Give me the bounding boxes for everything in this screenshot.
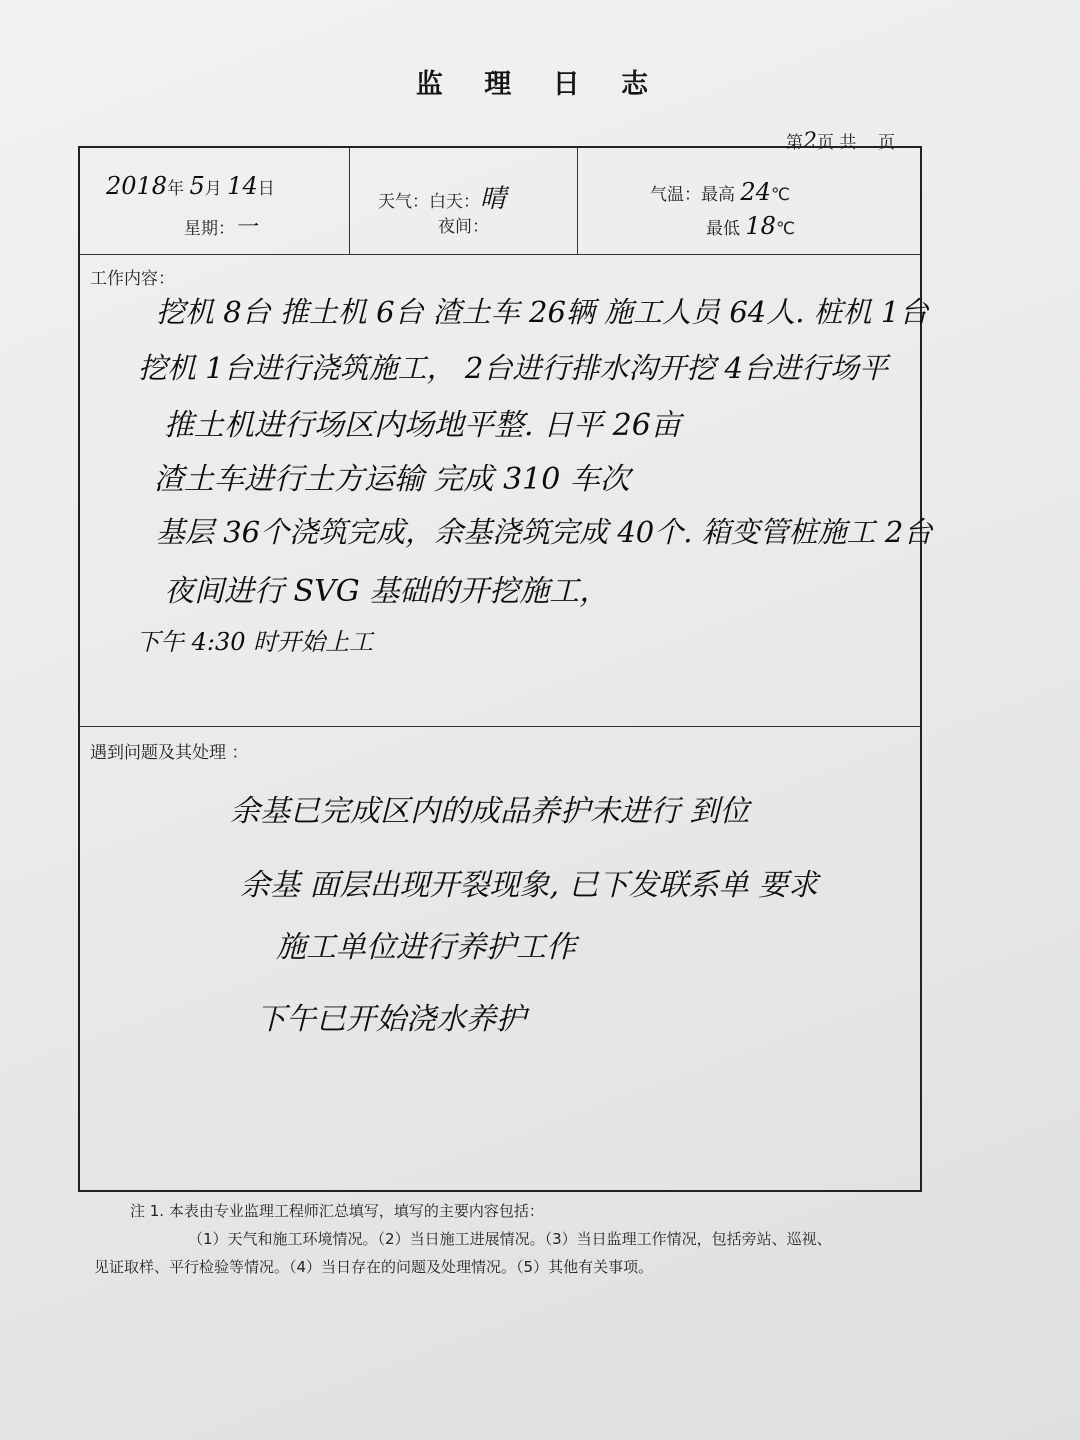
high-label: 最高 [701, 185, 735, 205]
work-line: 推土机进行场区内场地平整. 日平 26亩 [164, 408, 681, 443]
note-line-1: 注 1. 本表由专业监理工程师汇总填写，填写的主要内容包括： [130, 1202, 544, 1220]
weather-cell [350, 148, 578, 254]
work-line: 下午 4:30 时开始上工 [136, 628, 374, 656]
weekday-label: 星期： [184, 219, 235, 239]
issue-line: 余基 面层出现开裂现象, 已下发联系单 要求 [240, 868, 819, 903]
date-cell [80, 148, 350, 254]
weather-label: 天气： [378, 192, 429, 212]
daytime-value: 晴 [480, 184, 507, 214]
date-month: 5 [189, 172, 205, 200]
date-day: 14 [227, 172, 258, 200]
work-line: 基层 36个浇筑完成，余基浇筑完成 40个. 箱变管桩施工 2台 [156, 515, 933, 549]
low-label: 最低 [706, 219, 740, 239]
year-label: 年 [167, 179, 185, 199]
form-title: 监 理 日 志 [415, 69, 665, 100]
daytime-line [378, 178, 506, 215]
low-value: 18 [745, 212, 776, 240]
note-line-3: 见证取样、平行检验等情况。（4）当日存在的问题及处理情况。（5）其他有关事项。 [94, 1258, 654, 1276]
low-temp-line [706, 212, 795, 240]
low-unit: ℃ [775, 219, 796, 239]
day-label: 日 [257, 179, 275, 199]
work-content-label: 工作内容： [90, 269, 175, 289]
issue-line: 余基已完成区内的成品养护未进行 到位 [230, 794, 750, 829]
page-number-value: 2 [803, 129, 817, 154]
work-line: 夜间进行 SVG 基础的开挖施工， [164, 574, 610, 609]
page-prefix: 第 [786, 133, 803, 153]
work-line: 挖机 8台 推土机 6台 渣土车 26辆 施工人员 64人. 桩机 1台 [156, 295, 929, 329]
month-label: 月 [204, 179, 222, 199]
issue-line: 下午已开始浇水养护 [256, 1002, 526, 1037]
work-content-section [80, 254, 933, 727]
header-row [80, 148, 920, 255]
work-line: 挖机 1台进行浇筑施工， 2台进行排水沟开挖 4台进行场平 [138, 351, 889, 385]
work-line: 渣土车进行土方运输 完成 310 车次 [154, 462, 630, 497]
note-line-2: （1）天气和施工环境情况。（2）当日施工进展情况。（3）当日监理工作情况，包括旁站、巡视、 [188, 1230, 832, 1248]
high-value: 24 [740, 178, 771, 206]
issue-line: 施工单位进行养护工作 [276, 930, 576, 965]
date-line [106, 172, 275, 200]
log-table [78, 146, 933, 1192]
date-year: 2018 [106, 172, 168, 200]
high-temp-line [650, 178, 790, 206]
night-line [438, 212, 489, 237]
weekday-value: 一 [235, 215, 258, 240]
page-middle: 页 共 [817, 133, 857, 153]
page-suffix: 页 [878, 133, 896, 153]
night-label: 夜间： [438, 217, 489, 237]
temperature-cell [578, 148, 920, 254]
temp-label: 气温： [650, 185, 701, 205]
issues-label: 遇到问题及其处理 ： [90, 743, 249, 763]
daytime-label: 白天： [429, 192, 480, 212]
high-unit: ℃ [770, 185, 791, 205]
weekday-line [184, 210, 257, 241]
issues-section [80, 728, 920, 1190]
